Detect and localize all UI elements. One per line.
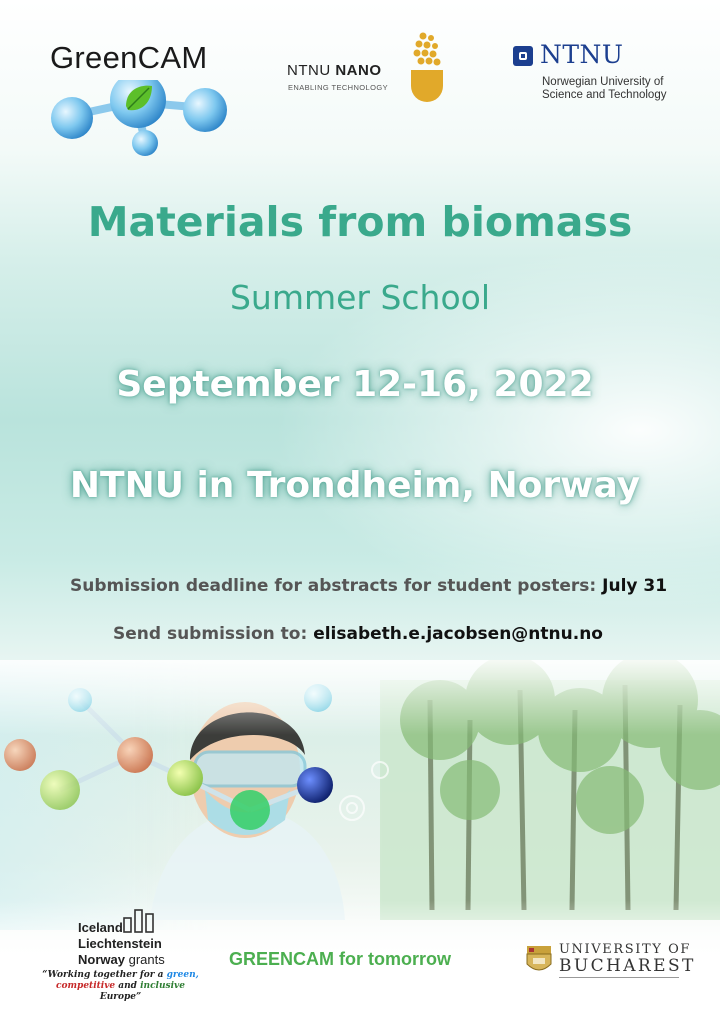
- bucharest-divider: [559, 977, 679, 978]
- nano-logo-name: NTNU NANO: [287, 62, 382, 79]
- bucharest-crest-icon: [525, 944, 553, 976]
- ntnu-logo-fullname: Norwegian University of Science and Technology: [542, 76, 667, 101]
- molecule-leaf-icon: [40, 80, 230, 160]
- bucharest-line1: UNIVERSITY OF: [559, 942, 692, 957]
- page-subtitle: Summer School: [229, 278, 491, 317]
- send-label: Send submission to:: [113, 624, 308, 644]
- eea-grants-icon: [123, 908, 155, 934]
- greencam-logo-text: GreenCAM: [50, 40, 208, 75]
- university-of-bucharest-logo: [525, 942, 696, 987]
- submission-contact: [113, 624, 603, 644]
- greencam-logo: [40, 36, 230, 166]
- eea-grants-countries: Iceland Liechtenstein Norway grants: [78, 920, 165, 967]
- submission-deadline: [70, 576, 667, 596]
- ntnu-logo-word: NTNU: [540, 40, 624, 69]
- ntnu-logo: [513, 42, 693, 107]
- send-email[interactable]: elisabeth.e.jacobsen@ntnu.no: [313, 624, 603, 644]
- deadline-value: July 31: [602, 576, 668, 596]
- bucharest-line2: BUCHAREST: [559, 956, 696, 976]
- ntnu-nano-logo: [287, 30, 447, 105]
- event-location: NTNU in Trondheim, Norway: [69, 465, 641, 506]
- nano-logo-subtitle: ENABLING TECHNOLOGY: [288, 83, 388, 92]
- deadline-label: Submission deadline for abstracts for student posters:: [70, 576, 597, 596]
- page-title: Materials from biomass: [87, 198, 633, 246]
- eea-grants-logo: [38, 908, 218, 1002]
- nano-capsule-icon: [407, 30, 447, 105]
- footer-tagline: GREENCAM for tomorrow: [229, 949, 451, 969]
- ntnu-mark-icon: [513, 46, 533, 66]
- eea-slogan: “Working together for a green, competitive and inclusive Europe”: [42, 970, 199, 1002]
- event-dates: September 12-16, 2022: [116, 364, 594, 405]
